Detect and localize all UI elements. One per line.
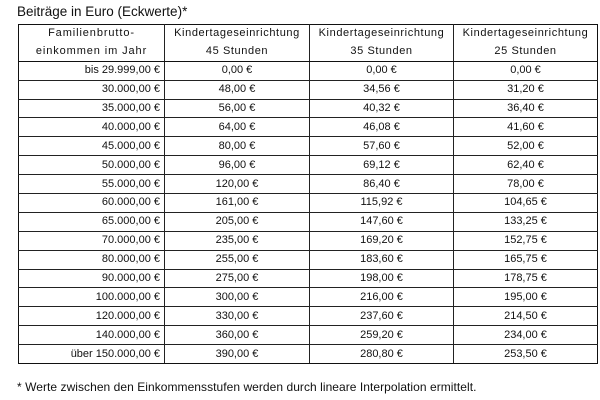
income-cell: bis 29.999,00 € bbox=[19, 61, 165, 80]
income-cell: 55.000,00 € bbox=[19, 175, 165, 194]
table-row bbox=[19, 156, 598, 175]
fee-45h-cell: 275,00 € bbox=[165, 269, 310, 288]
income-cell: 90.000,00 € bbox=[19, 269, 165, 288]
fee-35h-cell: 198,00 € bbox=[310, 269, 454, 288]
fee-25h-cell: 214,50 € bbox=[454, 307, 598, 326]
table-body bbox=[19, 61, 598, 363]
fee-35h-cell: 259,20 € bbox=[310, 326, 454, 345]
fee-35h-cell: 169,20 € bbox=[310, 231, 454, 250]
income-cell: 35.000,00 € bbox=[19, 99, 165, 118]
fee-35h-cell: 147,60 € bbox=[310, 212, 454, 231]
fee-25h-cell: 0,00 € bbox=[454, 61, 598, 80]
table-row bbox=[19, 345, 598, 364]
fee-35h-cell: 46,08 € bbox=[310, 118, 454, 137]
fee-25h-cell: 78,00 € bbox=[454, 175, 598, 194]
fee-table bbox=[18, 24, 598, 364]
fee-45h-cell: 235,00 € bbox=[165, 231, 310, 250]
income-cell: 60.000,00 € bbox=[19, 194, 165, 213]
header-row-2 bbox=[19, 43, 598, 61]
table-row bbox=[19, 99, 598, 118]
fee-35h-cell: 34,56 € bbox=[310, 80, 454, 99]
fee-25h-cell: 133,25 € bbox=[454, 212, 598, 231]
table-row bbox=[19, 118, 598, 137]
fee-25h-cell: 31,20 € bbox=[454, 80, 598, 99]
fee-25h-cell: 253,50 € bbox=[454, 345, 598, 364]
table-row bbox=[19, 80, 598, 99]
fee-25h-cell: 41,60 € bbox=[454, 118, 598, 137]
income-cell: 45.000,00 € bbox=[19, 137, 165, 156]
fee-45h-cell: 80,00 € bbox=[165, 137, 310, 156]
header-45h-line2: 45 Stunden bbox=[165, 43, 310, 61]
fee-25h-cell: 104,65 € bbox=[454, 194, 598, 213]
income-cell: 80.000,00 € bbox=[19, 250, 165, 269]
fee-25h-cell: 165,75 € bbox=[454, 250, 598, 269]
fee-45h-cell: 300,00 € bbox=[165, 288, 310, 307]
footnote: * Werte zwischen den Einkommensstufen werden durch lineare Interpolation ermittelt. bbox=[17, 380, 477, 394]
income-cell: 40.000,00 € bbox=[19, 118, 165, 137]
fee-45h-cell: 96,00 € bbox=[165, 156, 310, 175]
fee-35h-cell: 237,60 € bbox=[310, 307, 454, 326]
table-row bbox=[19, 61, 598, 80]
fee-45h-cell: 255,00 € bbox=[165, 250, 310, 269]
fee-35h-cell: 0,00 € bbox=[310, 61, 454, 80]
table-row bbox=[19, 307, 598, 326]
income-cell: 65.000,00 € bbox=[19, 212, 165, 231]
header-25h-line1: Kindertageseinrichtung bbox=[454, 25, 598, 43]
fee-25h-cell: 62,40 € bbox=[454, 156, 598, 175]
fee-35h-cell: 115,92 € bbox=[310, 194, 454, 213]
table-row bbox=[19, 326, 598, 345]
income-cell: 30.000,00 € bbox=[19, 80, 165, 99]
fee-35h-cell: 183,60 € bbox=[310, 250, 454, 269]
table-row bbox=[19, 194, 598, 213]
fee-45h-cell: 330,00 € bbox=[165, 307, 310, 326]
income-cell: 50.000,00 € bbox=[19, 156, 165, 175]
fee-45h-cell: 120,00 € bbox=[165, 175, 310, 194]
fee-45h-cell: 48,00 € bbox=[165, 80, 310, 99]
header-35h-line1: Kindertageseinrichtung bbox=[310, 25, 454, 43]
fee-35h-cell: 69,12 € bbox=[310, 156, 454, 175]
header-row-1 bbox=[19, 25, 598, 43]
fee-45h-cell: 205,00 € bbox=[165, 212, 310, 231]
fee-25h-cell: 36,40 € bbox=[454, 99, 598, 118]
income-cell: über 150.000,00 € bbox=[19, 345, 165, 364]
fee-35h-cell: 280,80 € bbox=[310, 345, 454, 364]
fee-25h-cell: 152,75 € bbox=[454, 231, 598, 250]
table-row bbox=[19, 175, 598, 194]
fee-25h-cell: 52,00 € bbox=[454, 137, 598, 156]
table-row bbox=[19, 250, 598, 269]
header-35h-line2: 35 Stunden bbox=[310, 43, 454, 61]
fee-45h-cell: 64,00 € bbox=[165, 118, 310, 137]
table-row bbox=[19, 231, 598, 250]
table-title: Beiträge in Euro (Eckwerte)* bbox=[17, 4, 188, 19]
table-row bbox=[19, 212, 598, 231]
income-cell: 70.000,00 € bbox=[19, 231, 165, 250]
income-cell: 120.000,00 € bbox=[19, 307, 165, 326]
fee-35h-cell: 40,32 € bbox=[310, 99, 454, 118]
header-income-line1: Familienbrutto- bbox=[19, 25, 165, 43]
fee-35h-cell: 57,60 € bbox=[310, 137, 454, 156]
fee-35h-cell: 216,00 € bbox=[310, 288, 454, 307]
fee-25h-cell: 195,00 € bbox=[454, 288, 598, 307]
table-row bbox=[19, 288, 598, 307]
income-cell: 100.000,00 € bbox=[19, 288, 165, 307]
header-45h-line1: Kindertageseinrichtung bbox=[165, 25, 310, 43]
header-income-line2: einkommen im Jahr bbox=[19, 43, 165, 61]
fee-45h-cell: 360,00 € bbox=[165, 326, 310, 345]
fee-35h-cell: 86,40 € bbox=[310, 175, 454, 194]
table-row bbox=[19, 269, 598, 288]
header-25h-line2: 25 Stunden bbox=[454, 43, 598, 61]
fee-25h-cell: 178,75 € bbox=[454, 269, 598, 288]
fee-45h-cell: 161,00 € bbox=[165, 194, 310, 213]
fee-45h-cell: 0,00 € bbox=[165, 61, 310, 80]
table-header bbox=[19, 25, 598, 62]
fee-45h-cell: 56,00 € bbox=[165, 99, 310, 118]
fee-45h-cell: 390,00 € bbox=[165, 345, 310, 364]
table-row bbox=[19, 137, 598, 156]
fee-25h-cell: 234,00 € bbox=[454, 326, 598, 345]
income-cell: 140.000,00 € bbox=[19, 326, 165, 345]
